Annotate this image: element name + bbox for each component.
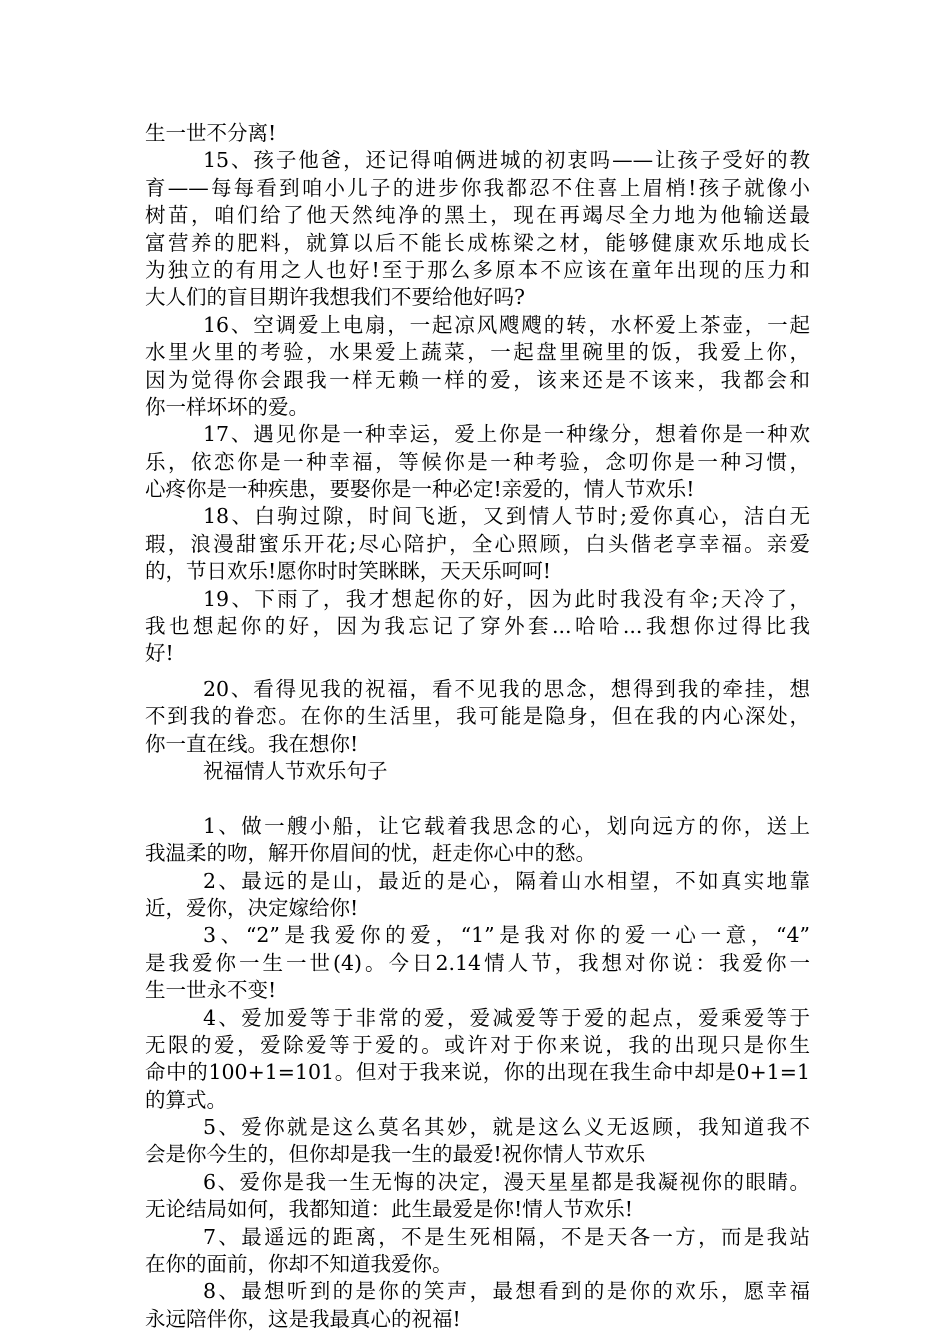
text-line: 生一世不分离! <box>145 121 277 145</box>
text-line: 生一世永不变! <box>145 978 277 1003</box>
blank-line <box>145 785 810 812</box>
paragraph <box>145 1005 810 1115</box>
text-line: 的，节日欢乐!愿你时时笑眯眯，天天乐呵呵! <box>145 559 551 584</box>
text-line: 16、空调爱上电扇，一起凉风飕飕的转，水杯爱上茶壶，一起 <box>203 312 810 337</box>
text-line: 水里火里的考验，水果爱上蔬菜，一起盘里碗里的饭，我爱上你， <box>145 340 810 365</box>
text-line: 2、最远的是山，最近的是心，隔着山水相望，不如真实地靠 <box>203 868 810 893</box>
text-line: 乐，依恋你是一种幸福，等候你是一种考验，念叨你是一种习惯， <box>145 449 810 474</box>
text-line: 18、白驹过隙，时间飞逝，又到情人节时;爱你真心，洁白无 <box>203 504 810 529</box>
text-line: 心疼你是一种疾患，要娶你是一种必定!亲爱的，情人节欢乐! <box>145 477 695 502</box>
text-line: 4、爱加爱等于非常的爱，爱减爱等于爱的起点，爱乘爱等于 <box>203 1005 810 1030</box>
text-line: 17、遇见你是一种幸运，爱上你是一种缘分，想着你是一种欢 <box>203 422 810 447</box>
paragraph <box>145 758 810 785</box>
text-line: 6、爱你是我一生无悔的决定，漫天星星都是我凝视你的眼睛。 <box>203 1169 810 1194</box>
text-line: 会是你今生的，但你却是我一生的最爱!祝你情人节欢乐 <box>145 1142 646 1167</box>
paragraph <box>145 1278 810 1333</box>
text-line: 我温柔的吻，解开你眉间的忧，赶走你心中的愁。 <box>145 841 596 866</box>
text-line: 8、最想听到的是你的笑声，最想看到的是你的欢乐，愿幸福 <box>203 1279 810 1304</box>
text-line: 富营养的肥料，就算以后不能长成栋梁之材，能够健康欢乐地成长 <box>145 230 810 255</box>
paragraph <box>145 1114 810 1169</box>
text-line: 无限的爱，爱除爱等于爱的。或许对于你来说，我的出现只是你生 <box>145 1032 810 1057</box>
paragraph <box>145 868 810 923</box>
text-line: 你一样坏坏的爱。 <box>145 394 309 419</box>
text-line: 永远陪伴你，这是我最真心的祝福! <box>145 1306 461 1331</box>
text-line: 19、下雨了，我才想起你的好，因为此时我没有伞;天冷了， <box>203 586 810 611</box>
paragraph <box>145 586 810 668</box>
text-line: 命中的100+1=101。但对于我来说，你的出现在我生命中却是0+1=1 <box>145 1060 810 1085</box>
text-line: 近，爱你，决定嫁给你! <box>145 895 359 920</box>
text-line: 3、“2”是我爱你的爱，“1”是我对你的爱一心一意，“4” <box>203 923 810 948</box>
text-line: 你一直在线。我在想你! <box>145 731 359 756</box>
text-line: 在你的面前，你却不知道我爱你。 <box>145 1252 453 1277</box>
text-line: 树苗，咱们给了他天然纯净的黑土，现在再竭尽全力地为他输送最 <box>145 203 810 228</box>
paragraph <box>145 312 810 422</box>
text-line: 祝福情人节欢乐句子 <box>203 758 388 783</box>
paragraph <box>145 676 810 758</box>
text-line: 好! <box>145 641 174 666</box>
text-line: 是我爱你一生一世(4)。今日2.14情人节，我想对你说：我爱你一 <box>145 950 810 975</box>
text-line: 我也想起你的好，因为我忘记了穿外套...哈哈...我想你过得比我 <box>145 614 810 639</box>
document-body <box>145 120 810 1333</box>
text-line: 5、爱你就是这么莫名其妙，就是这么义无返顾，我知道我不 <box>203 1115 810 1140</box>
paragraph <box>145 922 810 1004</box>
text-line: 因为觉得你会跟我一样无赖一样的爱，该来还是不该来，我都会和 <box>145 367 810 392</box>
paragraph <box>145 120 810 147</box>
text-line: 1、做一艘小船，让它载着我思念的心，划向远方的你，送上 <box>203 813 810 838</box>
paragraph <box>145 813 810 868</box>
paragraph <box>145 503 810 585</box>
text-line: 育——每每看到咱小儿子的进步你我都忍不住喜上眉梢!孩子就像小 <box>145 175 810 200</box>
paragraph <box>145 147 810 311</box>
text-line: 20、看得见我的祝福，看不见我的思念，想得到我的牵挂，想 <box>203 676 810 701</box>
text-line: 的算式。 <box>145 1087 227 1112</box>
paragraph <box>145 1169 810 1224</box>
paragraph <box>145 421 810 503</box>
paragraph <box>145 1224 810 1279</box>
text-line: 不到我的眷恋。在你的生活里，我可能是隐身，但在我的内心深处， <box>145 704 810 729</box>
text-line: 瑕，浪漫甜蜜乐开花;尽心陪护，全心照顾，白头偕老享幸福。亲爱 <box>145 531 810 556</box>
text-line: 为独立的有用之人也好!至于那么多原本不应该在童年出现的压力和 <box>145 257 810 282</box>
text-line: 15、孩子他爸，还记得咱俩进城的初衷吗——让孩子受好的教 <box>203 148 810 173</box>
text-line: 大人们的盲目期许我想我们不要给他好吗? <box>145 285 525 310</box>
text-line: 无论结局如何，我都知道：此生最爱是你!情人节欢乐! <box>145 1197 633 1222</box>
text-line: 7、最遥远的距离，不是生死相隔，不是天各一方，而是我站 <box>203 1224 810 1249</box>
